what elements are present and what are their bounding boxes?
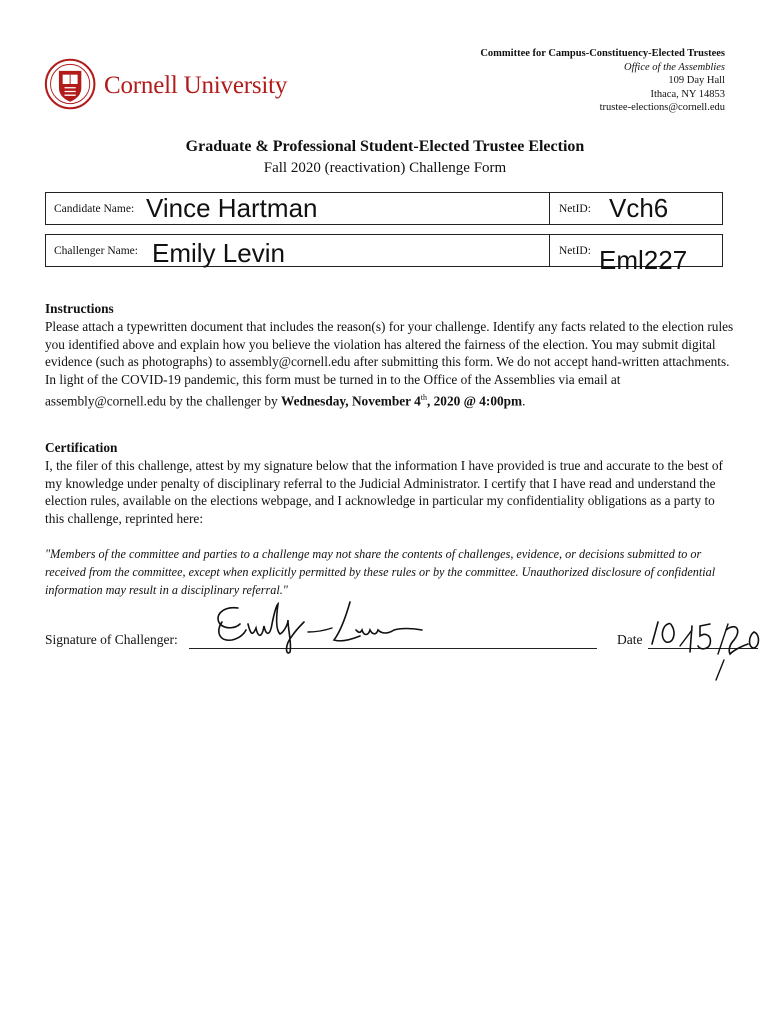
certification-section — [45, 439, 735, 528]
office-name: Office of the Assemblies — [624, 61, 725, 73]
deadline-rest: , 2020 @ 4:00pm — [427, 393, 523, 409]
challenger-name-label: Challenger Name: — [54, 245, 138, 257]
signature-label: Signature of Challenger: — [45, 632, 178, 647]
instructions-text: Please attach a typewritten document that includes the reason(s) for your challenge. Identify any facts related to the election rules you identified above and explain how you believe the violation has altered the fairness of the election. You may submit digital evidence (such as photographs) to assembly@cornell.edu after submitting this form. We do not accept hand-written attachments. In light of the COVID-19 pandemic, this form must be turned in to the Office of the Assemblies via email at assembly@cornell.edu by the challenger by — [45, 318, 734, 409]
committee-address-block — [385, 47, 725, 115]
challenger-row — [45, 234, 723, 275]
address-line-2: Ithaca, NY 14853 — [650, 88, 725, 100]
document-subtitle: Fall 2020 (reactivation) Challenge Form — [263, 160, 507, 176]
address-line-1: 109 Day Hall — [668, 75, 725, 87]
cornell-seal-icon — [44, 56, 100, 112]
candidate-netid-field[interactable]: Vch6 — [609, 193, 669, 223]
certification-heading: Certification — [45, 440, 118, 455]
deadline-sup: th — [420, 392, 427, 402]
handwritten-date — [646, 614, 766, 684]
document-title: Graduate & Professional Student-Elected Trustee Election — [185, 138, 585, 155]
candidate-name-label: Candidate Name: — [54, 203, 135, 215]
challenger-netid-field[interactable]: Eml227 — [599, 245, 688, 275]
challenger-netid-label: NetID: — [559, 245, 591, 257]
deadline-end: . — [522, 393, 526, 409]
certification-body: I, the filer of this challenge, attest by my signature below that the information I have provided is true and accurate to the best of my knowledge under penalty of disciplinary referral to the Judicial Administrator. I certify that I have read and understand the election rules, available on the elections webpage, and I acknowledge in particular my confidentiality obligations as a party to this challenge, reprinted here: — [45, 457, 723, 527]
candidate-name-field[interactable]: Vince Hartman — [146, 193, 318, 223]
row-divider — [549, 235, 550, 266]
row-divider — [549, 193, 550, 224]
committee-name: Committee for Campus-Constituency-Elected Trustees — [480, 48, 725, 59]
deadline-day: Wednesday, November 4 — [281, 393, 421, 409]
instructions-section — [45, 300, 735, 410]
confidentiality-quote: "Members of the committee and parties to a challenge may not share the contents of challenges, evidence, or decisions submitted to or received from the committee, except when explicitly permitted by these rules or by the committee. Unauthorized disclosure of confidential information may result in a disciplinary referral." — [45, 547, 716, 597]
contact-email: trustee-elections@cornell.edu — [599, 102, 725, 114]
instructions-body — [45, 318, 735, 410]
candidate-netid-label: NetID: — [559, 203, 591, 215]
university-wordmark: Cornell University — [104, 72, 288, 99]
challenger-name-field[interactable]: Emily Levin — [152, 238, 285, 268]
instructions-heading: Instructions — [45, 301, 114, 316]
candidate-row — [45, 192, 723, 225]
handwritten-signature — [200, 594, 450, 656]
date-label: Date — [617, 632, 643, 647]
